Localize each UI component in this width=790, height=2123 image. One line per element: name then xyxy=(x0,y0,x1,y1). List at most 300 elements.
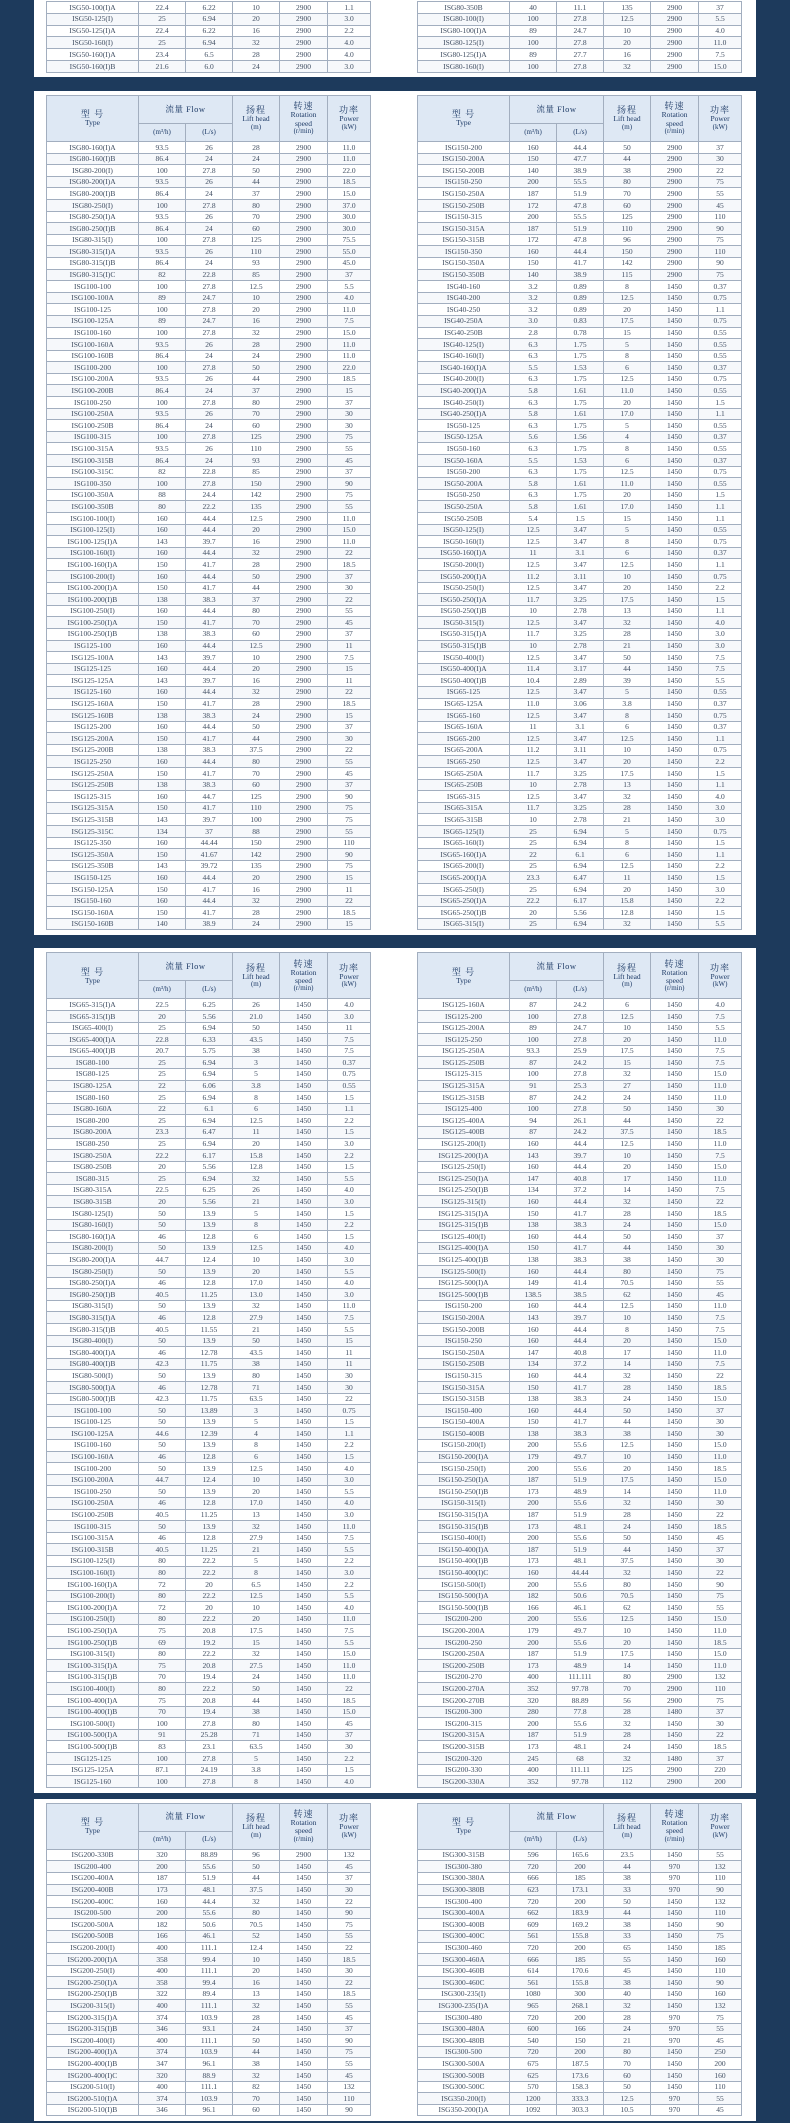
cell-flow-m3h: 623 xyxy=(510,1884,557,1896)
cell-flow-ls: 44.4 xyxy=(186,721,233,733)
cell-flow-ls: 13.9 xyxy=(186,1335,233,1347)
cell-rotation-speed: 1450 xyxy=(280,2000,328,2012)
cell-type: ISG40-250(I) xyxy=(418,397,510,409)
cell-rotation-speed: 1450 xyxy=(651,2081,699,2093)
cell-flow-m3h: 100 xyxy=(139,478,186,490)
cell-power: 0.75 xyxy=(699,744,742,756)
cell-flow-m3h: 46 xyxy=(139,1497,186,1509)
cell-flow-ls: 13.9 xyxy=(186,1219,233,1231)
cell-power: 5.5 xyxy=(328,1324,371,1336)
table-row xyxy=(418,1861,742,1873)
table-row xyxy=(418,1463,742,1475)
cell-type: ISG80-200(I) xyxy=(47,165,139,177)
cell-flow-ls: 51.9 xyxy=(557,188,604,200)
cell-power: 45 xyxy=(699,1289,742,1301)
cell-flow-m3h: 134 xyxy=(510,1184,557,1196)
cell-flow-ls: 165.6 xyxy=(557,1849,604,1861)
cell-flow-m3h: 22.2 xyxy=(510,895,557,907)
cell-power: 15.0 xyxy=(699,1439,742,1451)
cell-flow-ls: 55.5 xyxy=(557,211,604,223)
cell-power: 22 xyxy=(699,1567,742,1579)
cell-type: ISG100-250(I)A xyxy=(47,617,139,629)
table-row xyxy=(418,292,742,304)
cell-power: 7.5 xyxy=(699,1312,742,1324)
cell-flow-m3h: 3.2 xyxy=(510,292,557,304)
cell-flow-m3h: 11.7 xyxy=(510,802,557,814)
cell-flow-ls: 27.8 xyxy=(557,37,604,49)
cell-flow-m3h: 12.5 xyxy=(510,791,557,803)
cell-flow-ls: 3.25 xyxy=(557,628,604,640)
cell-lift-head: 44 xyxy=(604,1115,651,1127)
cell-lift-head: 32 xyxy=(604,1718,651,1730)
cell-rotation-speed: 2900 xyxy=(280,1849,328,1861)
cell-lift-head: 21 xyxy=(604,2035,651,2047)
cell-flow-m3h: 91 xyxy=(139,1729,186,1741)
table-row xyxy=(418,455,742,467)
cell-flow-ls: 38.9 xyxy=(557,269,604,281)
cell-lift-head: 10 xyxy=(233,292,280,304)
table-row xyxy=(47,1428,371,1440)
cell-rotation-speed: 1450 xyxy=(651,443,699,455)
cell-type: ISG100-200A xyxy=(47,373,139,385)
cell-flow-ls: 103.9 xyxy=(186,2093,233,2105)
cell-flow-m3h: 147 xyxy=(510,1347,557,1359)
cell-rotation-speed: 970 xyxy=(651,1872,699,1884)
cell-flow-ls: 3.25 xyxy=(557,768,604,780)
cell-flow-ls: 0.89 xyxy=(557,281,604,293)
cell-type: ISG40-200(I) xyxy=(418,373,510,385)
cell-flow-m3h: 25 xyxy=(139,1068,186,1080)
cell-rotation-speed: 1450 xyxy=(280,1451,328,1463)
cell-lift-head: 44 xyxy=(233,176,280,188)
cell-power: 45 xyxy=(328,768,371,780)
cell-lift-head: 60 xyxy=(604,2070,651,2082)
cell-flow-ls: 6.94 xyxy=(186,1092,233,1104)
table-row xyxy=(47,49,371,61)
cell-rotation-speed: 2900 xyxy=(280,350,328,362)
cell-rotation-speed: 1450 xyxy=(280,1115,328,1127)
cell-flow-ls: 27.8 xyxy=(186,199,233,211)
header-power xyxy=(328,953,371,999)
cell-rotation-speed: 2900 xyxy=(280,779,328,791)
cell-flow-ls: 41.7 xyxy=(557,1416,604,1428)
table-row xyxy=(418,281,742,293)
cell-flow-ls: 44.4 xyxy=(557,142,604,154)
cell-lift-head: 8 xyxy=(604,1324,651,1336)
cell-flow-ls: 55.6 xyxy=(557,1613,604,1625)
cell-rotation-speed: 2900 xyxy=(651,153,699,165)
cell-flow-m3h: 70 xyxy=(139,1706,186,1718)
cell-type: ISG100-315(I)A xyxy=(47,1660,139,1672)
cell-type: ISG200-330 xyxy=(418,1764,510,1776)
cell-power: 37 xyxy=(328,1872,371,1884)
table-row xyxy=(47,1954,371,1966)
table-row xyxy=(418,246,742,258)
cell-type: ISG200-400(I)B xyxy=(47,2058,139,2070)
cell-flow-ls: 27.8 xyxy=(557,1010,604,1022)
cell-flow-m3h: 50 xyxy=(139,1463,186,1475)
cell-lift-head: 20 xyxy=(604,582,651,594)
cell-power: 37 xyxy=(699,1231,742,1243)
cell-lift-head: 93 xyxy=(233,455,280,467)
cell-rotation-speed: 970 xyxy=(651,2023,699,2035)
table-row xyxy=(418,1451,742,1463)
cell-rotation-speed: 1450 xyxy=(651,559,699,571)
cell-rotation-speed: 2900 xyxy=(651,1671,699,1683)
cell-type: ISG200-200(I) xyxy=(47,1942,139,1954)
cell-flow-m3h: 22 xyxy=(139,1103,186,1115)
cell-flow-ls: 44.4 xyxy=(186,895,233,907)
cell-type: ISG100-160A xyxy=(47,339,139,351)
header-lift-head-line-0: 扬程 xyxy=(617,1813,638,1824)
cell-flow-m3h: 23.3 xyxy=(139,1126,186,1138)
cell-rotation-speed: 2900 xyxy=(280,142,328,154)
cell-rotation-speed: 2900 xyxy=(280,907,328,919)
cell-flow-ls: 44.4 xyxy=(186,570,233,582)
header-type-zh: 型 号 xyxy=(451,966,476,977)
table-row xyxy=(47,1896,371,1908)
cell-flow-m3h: 400 xyxy=(139,1942,186,1954)
cell-type: ISG150-400(I)A xyxy=(418,1544,510,1556)
table-row xyxy=(418,605,742,617)
cell-lift-head: 5 xyxy=(233,1416,280,1428)
cell-type: ISG125-160A xyxy=(47,698,139,710)
table-row xyxy=(418,1324,742,1336)
cell-rotation-speed: 1450 xyxy=(651,582,699,594)
spec-table-right xyxy=(417,95,742,930)
cell-type: ISG65-160(I) xyxy=(418,837,510,849)
cell-power: 30 xyxy=(328,1741,371,1753)
cell-lift-head: 12.5 xyxy=(233,1115,280,1127)
header-type xyxy=(418,1803,510,1849)
table-row xyxy=(47,698,371,710)
cell-lift-head: 50 xyxy=(233,165,280,177)
cell-rotation-speed: 2900 xyxy=(280,60,328,72)
table-row xyxy=(47,1590,371,1602)
cell-lift-head: 50 xyxy=(233,362,280,374)
cell-flow-m3h: 100 xyxy=(510,1068,557,1080)
cell-flow-ls: 46.1 xyxy=(557,1602,604,1614)
cell-flow-m3h: 187 xyxy=(510,1509,557,1521)
table-header xyxy=(418,1803,742,1849)
cell-power: 1.5 xyxy=(699,594,742,606)
cell-flow-ls: 6.94 xyxy=(186,37,233,49)
cell-flow-ls: 22.2 xyxy=(186,1555,233,1567)
cell-flow-ls: 38.3 xyxy=(186,710,233,722)
cell-lift-head: 20 xyxy=(233,1266,280,1278)
cell-flow-m3h: 138 xyxy=(139,710,186,722)
cell-rotation-speed: 1450 xyxy=(280,1637,328,1649)
cell-rotation-speed: 1450 xyxy=(651,1370,699,1382)
cell-flow-ls: 44.4 xyxy=(557,1196,604,1208)
cell-flow-ls: 27.8 xyxy=(186,304,233,316)
cell-lift-head: 32 xyxy=(604,918,651,930)
cell-power: 22.0 xyxy=(328,362,371,374)
cell-lift-head: 12.8 xyxy=(604,907,651,919)
table-row xyxy=(418,686,742,698)
cell-rotation-speed: 2900 xyxy=(280,188,328,200)
table-row xyxy=(418,1907,742,1919)
cell-power: 22 xyxy=(699,1196,742,1208)
cell-lift-head: 12.8 xyxy=(233,1161,280,1173)
cell-lift-head: 32 xyxy=(233,1521,280,1533)
cell-lift-head: 10 xyxy=(233,1254,280,1266)
cell-rotation-speed: 1450 xyxy=(651,1965,699,1977)
cell-power: 110 xyxy=(699,211,742,223)
cell-rotation-speed: 970 xyxy=(651,2035,699,2047)
cell-lift-head: 32 xyxy=(604,2000,651,2012)
cell-rotation-speed: 1450 xyxy=(651,1509,699,1521)
cell-rotation-speed: 1450 xyxy=(651,1988,699,2000)
cell-lift-head: 55 xyxy=(604,1954,651,1966)
cell-flow-ls: 44.4 xyxy=(557,1405,604,1417)
cell-flow-m3h: 23.4 xyxy=(139,49,186,61)
cell-rotation-speed: 1450 xyxy=(651,1637,699,1649)
cell-power: 7.5 xyxy=(328,1034,371,1046)
header-rotation-speed xyxy=(651,953,699,999)
table-row xyxy=(47,686,371,698)
header-power-line-0: 功率 xyxy=(710,105,731,116)
cell-flow-ls: 39.72 xyxy=(186,860,233,872)
cell-type: ISG100-200 xyxy=(47,362,139,374)
cell-type: ISG80-160(I)A xyxy=(47,1231,139,1243)
cell-type: ISG200-500 xyxy=(47,1907,139,1919)
header-flow xyxy=(510,953,604,981)
cell-flow-ls: 55.5 xyxy=(557,176,604,188)
cell-power: 22 xyxy=(328,1977,371,1989)
table-row xyxy=(47,1741,371,1753)
cell-type: ISG125-315(I)B xyxy=(418,1219,510,1231)
cell-flow-ls: 23.1 xyxy=(186,1741,233,1753)
cell-type: ISG200-270 xyxy=(418,1671,510,1683)
cell-lift-head: 24 xyxy=(604,1521,651,1533)
cell-type: ISG125-250A xyxy=(47,768,139,780)
cell-flow-m3h: 160 xyxy=(510,1405,557,1417)
cell-flow-m3h: 11.2 xyxy=(510,570,557,582)
cell-flow-m3h: 1080 xyxy=(510,1988,557,2000)
cell-lift-head: 10 xyxy=(604,1625,651,1637)
header-flow-m3h xyxy=(139,981,186,999)
table-section-3 xyxy=(34,948,756,1792)
cell-flow-ls: 39.7 xyxy=(186,675,233,687)
table-row xyxy=(418,860,742,872)
table-row xyxy=(47,1752,371,1764)
cell-power: 55 xyxy=(328,756,371,768)
cell-lift-head: 24 xyxy=(233,153,280,165)
table-row xyxy=(418,1405,742,1417)
cell-type: ISG125-100 xyxy=(47,640,139,652)
table-row xyxy=(47,1849,371,1861)
table-row xyxy=(418,2023,742,2035)
cell-rotation-speed: 1450 xyxy=(651,768,699,780)
cell-type: ISG100-250 xyxy=(47,397,139,409)
cell-flow-m3h: 10 xyxy=(510,640,557,652)
header-rotation-speed xyxy=(651,96,699,142)
cell-flow-m3h: 10 xyxy=(510,814,557,826)
cell-type: ISG300-500A xyxy=(418,2058,510,2070)
cell-type: ISG200-315 xyxy=(418,1718,510,1730)
cell-lift-head: 12.5 xyxy=(604,1138,651,1150)
table-row xyxy=(47,1277,371,1289)
cell-flow-ls: 26 xyxy=(186,443,233,455)
cell-flow-ls: 3.17 xyxy=(557,663,604,675)
cell-rotation-speed: 1450 xyxy=(280,1010,328,1022)
cell-flow-m3h: 166 xyxy=(510,1602,557,1614)
header-lift-head xyxy=(604,96,651,142)
cell-flow-ls: 12.78 xyxy=(186,1381,233,1393)
cell-power: 75 xyxy=(699,2012,742,2024)
cell-power: 7.5 xyxy=(699,49,742,61)
cell-power: 1.1 xyxy=(699,559,742,571)
cell-rotation-speed: 1450 xyxy=(280,1977,328,1989)
cell-type: ISG80-315(I)A xyxy=(47,1312,139,1324)
cell-flow-ls: 27.8 xyxy=(186,362,233,374)
cell-flow-ls: 24.19 xyxy=(186,1764,233,1776)
table-row xyxy=(47,1312,371,1324)
cell-type: ISG80-315 xyxy=(47,1173,139,1185)
header-power-line-0: 功率 xyxy=(339,962,360,973)
cell-flow-m3h: 150 xyxy=(510,1416,557,1428)
cell-type: ISG150-400(I)C xyxy=(418,1567,510,1579)
cell-power: 45 xyxy=(699,2104,742,2116)
cell-type: ISG125-125 xyxy=(47,1752,139,1764)
cell-flow-m3h: 200 xyxy=(510,176,557,188)
table-row xyxy=(47,895,371,907)
cell-rotation-speed: 1450 xyxy=(280,1579,328,1591)
cell-power: 7.5 xyxy=(328,1312,371,1324)
table-row xyxy=(47,234,371,246)
cell-lift-head: 70 xyxy=(233,617,280,629)
cell-type: ISG125-350 xyxy=(47,837,139,849)
cell-flow-ls: 48.9 xyxy=(557,1660,604,1672)
table-row xyxy=(418,1567,742,1579)
cell-rotation-speed: 2900 xyxy=(280,373,328,385)
cell-type: ISG80-160 xyxy=(47,1092,139,1104)
cell-lift-head: 6 xyxy=(604,455,651,467)
cell-flow-m3h: 160 xyxy=(510,1370,557,1382)
cell-flow-ls: 44.44 xyxy=(557,1567,604,1579)
cell-flow-m3h: 160 xyxy=(510,1300,557,1312)
cell-type: ISG300-400A xyxy=(418,1907,510,1919)
cell-lift-head: 60 xyxy=(233,420,280,432)
cell-rotation-speed: 1450 xyxy=(651,605,699,617)
cell-power: 7.5 xyxy=(699,1057,742,1069)
cell-flow-m3h: 25 xyxy=(510,837,557,849)
cell-lift-head: 20 xyxy=(233,524,280,536)
cell-flow-m3h: 320 xyxy=(510,1695,557,1707)
table-row xyxy=(418,628,742,640)
cell-power: 30 xyxy=(328,1884,371,1896)
cell-lift-head: 12.5 xyxy=(233,1242,280,1254)
cell-flow-m3h: 322 xyxy=(139,1988,186,2000)
header-rotation-speed-line-2: speed xyxy=(294,1826,313,1836)
cell-flow-ls: 48.1 xyxy=(557,1741,604,1753)
cell-flow-m3h: 80 xyxy=(139,501,186,513)
cell-type: ISG50-200 xyxy=(418,466,510,478)
table-row xyxy=(47,1555,371,1567)
cell-rotation-speed: 2900 xyxy=(280,686,328,698)
cell-lift-head: 37.5 xyxy=(604,1555,651,1567)
cell-rotation-speed: 1450 xyxy=(651,849,699,861)
cell-type: ISG50-315(I)B xyxy=(418,640,510,652)
table-row xyxy=(47,397,371,409)
cell-flow-m3h: 347 xyxy=(139,2058,186,2070)
cell-power: 37 xyxy=(699,1706,742,1718)
cell-rotation-speed: 2900 xyxy=(280,617,328,629)
cell-power: 30 xyxy=(699,1428,742,1440)
cell-flow-m3h: 1200 xyxy=(510,2093,557,2105)
cell-power: 4.0 xyxy=(328,37,371,49)
cell-lift-head: 88 xyxy=(233,826,280,838)
cell-lift-head: 5 xyxy=(233,1208,280,1220)
cell-lift-head: 56 xyxy=(604,1695,651,1707)
header-type-zh: 型 号 xyxy=(451,1817,476,1828)
cell-rotation-speed: 1450 xyxy=(280,1776,328,1788)
cell-type: ISG150-200B xyxy=(418,165,510,177)
table-row xyxy=(418,895,742,907)
cell-type: ISG125-200 xyxy=(47,721,139,733)
header-type xyxy=(47,96,139,142)
header-type-zh: 型 号 xyxy=(80,966,105,977)
header-flow-unit-0: (m³/h) xyxy=(153,127,171,136)
cell-lift-head: 63.5 xyxy=(233,1393,280,1405)
cell-lift-head: 50 xyxy=(233,1683,280,1695)
cell-flow-m3h: 50 xyxy=(139,1370,186,1382)
cell-rotation-speed: 1450 xyxy=(280,1289,328,1301)
cell-lift-head: 16 xyxy=(604,49,651,61)
cell-flow-m3h: 358 xyxy=(139,1977,186,1989)
cell-power: 7.5 xyxy=(699,663,742,675)
cell-power: 1.5 xyxy=(699,397,742,409)
cell-type: ISG40-250A xyxy=(418,315,510,327)
cell-flow-ls: 48.1 xyxy=(557,1555,604,1567)
cell-type: ISG40-250 xyxy=(418,304,510,316)
table-header xyxy=(47,96,371,142)
cell-power: 110 xyxy=(328,2093,371,2105)
cell-type: ISG100-250B xyxy=(47,1509,139,1521)
cell-power: 45 xyxy=(328,2070,371,2082)
cell-flow-m3h: 82 xyxy=(139,269,186,281)
cell-power: 2.2 xyxy=(328,1150,371,1162)
cell-flow-m3h: 69 xyxy=(139,1637,186,1649)
cell-power: 0.55 xyxy=(699,350,742,362)
cell-flow-ls: 97.78 xyxy=(557,1683,604,1695)
cell-rotation-speed: 1450 xyxy=(280,2035,328,2047)
cell-rotation-speed: 1450 xyxy=(651,455,699,467)
cell-flow-ls: 38.9 xyxy=(186,918,233,930)
cell-lift-head: 28 xyxy=(604,628,651,640)
table-row xyxy=(47,501,371,513)
cell-lift-head: 12.5 xyxy=(604,559,651,571)
cell-rotation-speed: 1450 xyxy=(651,2058,699,2070)
cell-type: ISG100-350B xyxy=(47,501,139,513)
cell-rotation-speed: 2900 xyxy=(280,895,328,907)
cell-type: ISG125-250A xyxy=(418,1045,510,1057)
cell-rotation-speed: 1450 xyxy=(651,1242,699,1254)
cell-flow-ls: 303.3 xyxy=(557,2104,604,2116)
table-row xyxy=(47,1138,371,1150)
table-row xyxy=(418,25,742,37)
cell-flow-m3h: 20 xyxy=(139,1161,186,1173)
cell-power: 1.5 xyxy=(328,1092,371,1104)
cell-flow-m3h: 40.5 xyxy=(139,1544,186,1556)
cell-type: ISG65-250(I) xyxy=(418,884,510,896)
cell-lift-head: 44 xyxy=(604,663,651,675)
cell-lift-head: 110 xyxy=(604,223,651,235)
cell-flow-ls: 3.11 xyxy=(557,744,604,756)
cell-rotation-speed: 1450 xyxy=(280,1954,328,1966)
cell-type: ISG50-160(I)A xyxy=(47,49,139,61)
